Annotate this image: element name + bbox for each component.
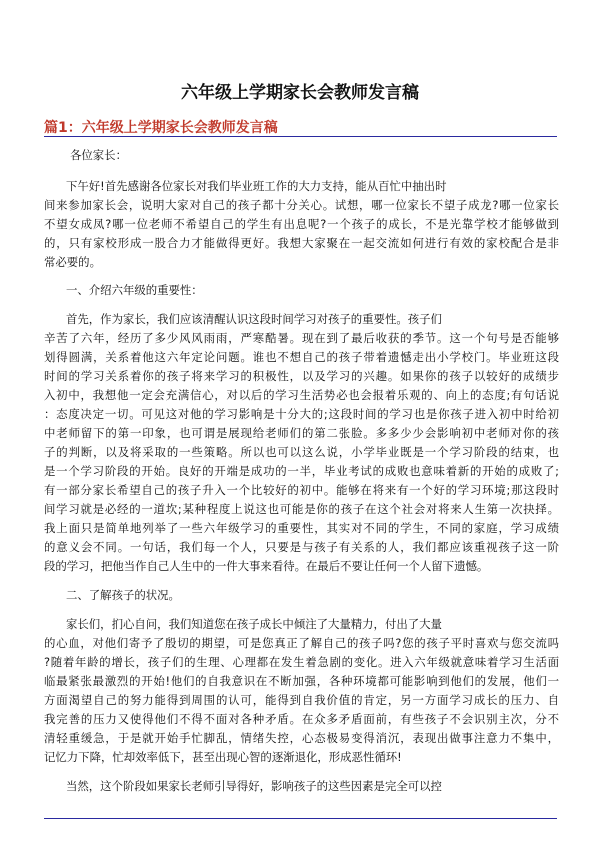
paragraph-line: 的，只有家校形成一股合力才能做得更好。我想大家聚在一起交流如何进行有效的家校配合是非	[44, 236, 559, 250]
paragraph-line: 的意义会不同。一句话，我们每一个人，只要是与孩子有关系的人，我们都应该重视孩子这一阶	[44, 540, 559, 554]
section-heading: 篇1：六年级上学期家长会教师发言稿	[44, 120, 278, 136]
paragraph-line: 方面渴望自己的努力能得到周围的认可，能得到自我价值的肯定，另一方面学习成长的压力、自	[44, 693, 559, 707]
paragraph-line: 中老师留下的第一印象，也可谓是展现给老师们的第二张脸。多多少少会影响初中老师对你的孩	[44, 426, 559, 440]
page-title: 六年级上学期家长会教师发言稿	[181, 83, 419, 103]
paragraph-line: 我完善的压力又使得他们不得不面对各种矛盾。在众多矛盾面前，有些孩子不会识别主次，分不	[44, 712, 559, 726]
paragraph-line: 记忆力下降，忙却效率低下，甚至出现心智的逐渐退化，形成恶性循环!	[44, 750, 402, 764]
paragraph-line: 当然，这个阶段如果家长老师引导得好，影响孩子的这些因素是完全可以控	[66, 779, 442, 793]
salutation: 各位家长：	[70, 148, 127, 162]
paragraph-line: 清轻重缓急，于是就开始手忙脚乱，情绪失控，心态极易变得消沉，表现出做事注意力不集中，	[44, 731, 559, 745]
paragraph-line: 家长们，扪心自问，我们知道您在孩子成长中倾注了大量精力，付出了大量	[66, 617, 442, 631]
paragraph-line: 子的判断，以及将采取的一些策略。所以也可以这么说，小学毕业既是一个学习阶段的结束，也	[44, 445, 559, 459]
paragraph-line: ：态度决定一切。可见这对他的学习影响是十分大的;这段时间的学习也是你孩子进入初中时给初	[44, 407, 559, 421]
section-title: 一、介绍六年级的重要性：	[66, 283, 203, 297]
paragraph-line: 是一个学习阶段的开始。良好的开端是成功的一半，毕业考试的成败也意味着新的开始的成败了;	[44, 464, 559, 478]
paragraph-line: 辛苦了六年，经历了多少风风雨雨，严寒酷暑。现在到了最后收获的季节。这一个句号是否能够	[44, 331, 559, 345]
paragraph-line: 临最紧张最激烈的开始!他们的自我意识在不断加强，各种环境都可能影响到他们的发展，他们一	[44, 674, 559, 688]
footer-divider	[44, 818, 557, 819]
paragraph-line: 时间的学习关系着你的孩子将来学习的积极性，以及学习的兴趣。如果你的孩子以较好的成绩步	[44, 369, 559, 383]
paragraph-line: 常必要的。	[44, 255, 101, 269]
paragraph-line: 划得圆满，关系着他这六年定论问题。谁也不想自己的孩子带着遗憾走出小学校门。毕业班这段	[44, 350, 559, 364]
paragraph-line: ?随着年龄的增长，孩子们的生理、心理都在发生着急剧的变化。进入六年级就意味着学习生活面	[44, 655, 559, 669]
paragraph-line: 有一部分家长希望自己的孩子升入一个比较好的初中。能够在将来有一个好的学习环境;那这段时	[44, 483, 559, 497]
paragraph-line: 首先，作为家长，我们应该清醒认识这段时间学习对孩子的重要性。孩子们	[66, 312, 442, 326]
paragraph-line: 入初中，我想他一定会充满信心，对以后的学习生活势必也会报着乐观的、向上的态度;有句话说	[44, 388, 559, 402]
paragraph-line: 间来参加家长会，说明大家对自己的孩子都十分关心。试想，哪一位家长不望子成龙?哪一位家长	[44, 198, 559, 212]
paragraph-line: 下午好!首先感谢各位家长对我们毕业班工作的大力支持，能从百忙中抽出时	[66, 179, 447, 193]
paragraph-line: 间学习就是必经的一道坎;某种程度上说这也可能是你的孩子在这个社会对将来人生第一次抉择。	[44, 502, 559, 516]
paragraph-line: 不望女成凤?哪一位老师不希望自己的学生有出息呢?一个孩子的成长，不是光靠学校才能够做到	[44, 217, 559, 231]
paragraph-line: 段的学习，把他当作自己人生中的一件大事来看待。在最后不要让任何一个人留下遗憾。	[44, 559, 489, 573]
heading-divider	[44, 136, 557, 137]
paragraph-line: 的心血，对他们寄予了殷切的期望，可是您真正了解自己的孩子吗?您的孩子平时喜欢与您交流吗	[44, 636, 559, 650]
section-title: 二、了解孩子的状况。	[66, 588, 180, 602]
paragraph-line: 我上面只是简单地列举了一些六年级学习的重要性，其实对不同的学生，不同的家庭，学习成绩	[44, 521, 559, 535]
